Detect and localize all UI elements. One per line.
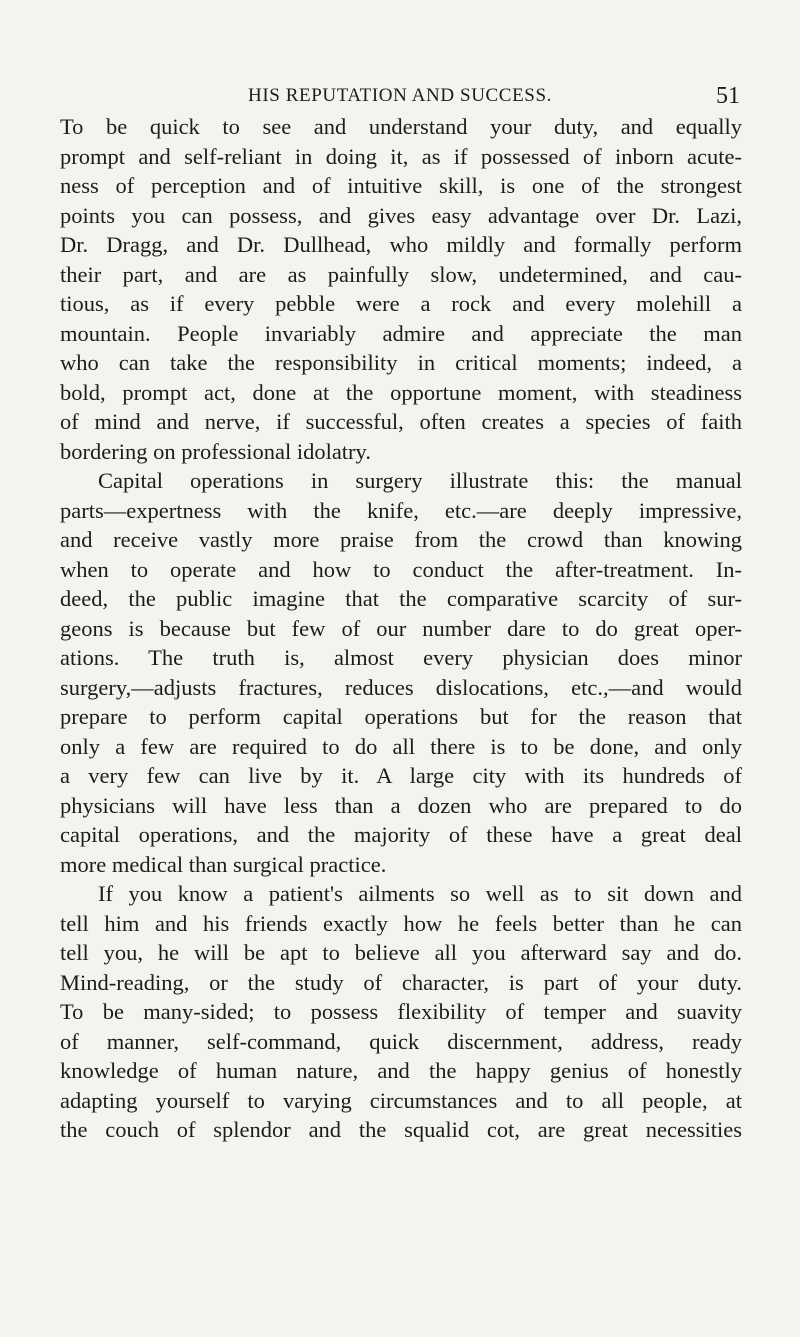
text-line: who can take the responsibility in critical moments; indeed, a (60, 350, 742, 375)
text-line: prepare to perform capital operations but for the reason that (60, 704, 742, 729)
page-number: 51 (716, 83, 740, 109)
text-line: geons is because but few of our number dare to do great oper- (60, 615, 742, 641)
text-line: parts—expertness with the knife, etc.—are deeply impressive, (60, 497, 742, 523)
text-line: only a few are required to do all there is to be done, and only (60, 733, 742, 759)
text-line: ness of perception and of intuitive skill, is one of the strongest (60, 173, 742, 198)
text-line: of mind and nerve, if successful, often creates a species of faith (60, 409, 742, 434)
running-head (60, 82, 740, 110)
text-line: tell you, he will be apt to believe all you afterward say and do. (60, 940, 742, 965)
text-line: ations. The truth is, almost every physician does minor (60, 645, 742, 670)
text-line: deed, the public imagine that the comparative scarcity of sur- (60, 586, 742, 611)
text-line: of manner, self-command, quick discernment, address, ready (60, 1028, 742, 1054)
text-line: If you know a patient's ailments so well as to sit down and (98, 881, 742, 906)
text-line: a very few can live by it. A large city with its hundreds of (60, 763, 742, 788)
text-line: adapting yourself to varying circumstances and to all people, at (60, 1087, 742, 1113)
paragraph (60, 466, 742, 879)
text-line: bordering on professional idolatry. (60, 438, 371, 464)
body-text (60, 112, 742, 1145)
text-line: their part, and are as painfully slow, undetermined, and cau- (60, 261, 742, 287)
text-line: Dr. Dragg, and Dr. Dullhead, who mildly and formally perform (60, 232, 742, 257)
text-line: when to operate and how to conduct the after-treatment. In- (60, 556, 742, 582)
text-line: bold, prompt act, done at the opportune moment, with steadiness (60, 379, 742, 405)
text-line: prompt and self-reliant in doing it, as if possessed of inborn acute- (60, 143, 742, 169)
paragraph (60, 879, 742, 1145)
text-line: To be many-sided; to possess flexibility of temper and suavity (60, 999, 742, 1024)
paragraph (60, 112, 742, 466)
text-line: tious, as if every pebble were a rock and every molehill a (60, 291, 742, 316)
running-title: HIS REPUTATION AND SUCCESS. (248, 85, 552, 106)
text-line: Capital operations in surgery illustrate this: the manual (98, 468, 742, 493)
text-line: physicians will have less than a dozen who are prepared to do (60, 792, 742, 818)
text-line: surgery,—adjusts fractures, reduces dislocations, etc.,—and would (60, 674, 742, 700)
text-line: and receive vastly more praise from the crowd than knowing (60, 527, 742, 552)
text-line: points you can possess, and gives easy advantage over Dr. Lazi, (60, 202, 742, 228)
text-line: more medical than surgical practice. (60, 851, 387, 877)
text-line: tell him and his friends exactly how he feels better than he can (60, 910, 742, 936)
text-line: Mind-reading, or the study of character, is part of your duty. (60, 969, 742, 995)
text-line: mountain. People invariably admire and appreciate the man (60, 320, 742, 346)
text-line: the couch of splendor and the squalid cot, are great necessities (60, 1117, 742, 1142)
text-line: capital operations, and the majority of these have a great deal (60, 822, 742, 847)
text-line: To be quick to see and understand your duty, and equally (60, 114, 742, 139)
text-line: knowledge of human nature, and the happy genius of honestly (60, 1058, 742, 1083)
